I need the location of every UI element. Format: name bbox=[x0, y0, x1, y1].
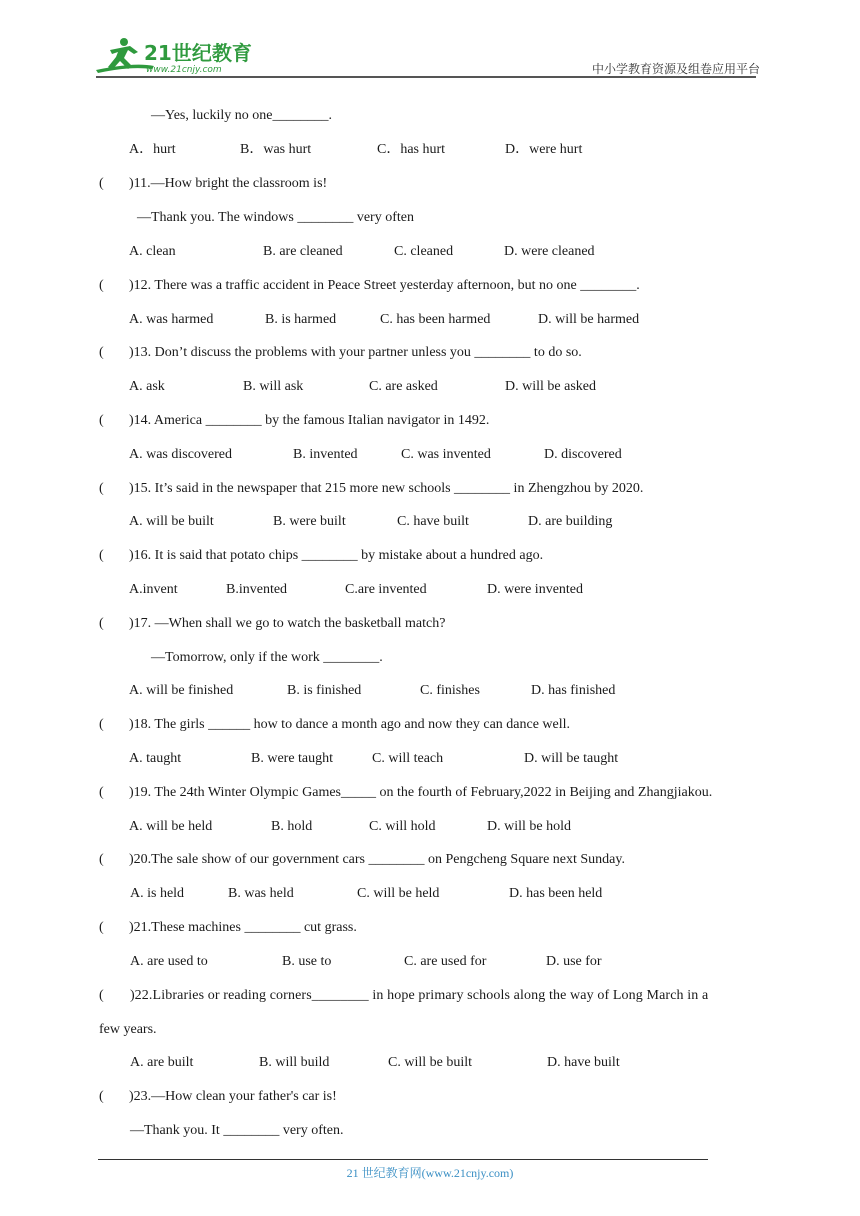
option-d: D. discovered bbox=[544, 447, 622, 462]
option-d: D. will be harmed bbox=[538, 312, 640, 327]
question-11-stem-line: —Thank you. The windows ________ very often bbox=[137, 210, 414, 225]
option-a: A.invent bbox=[129, 582, 178, 597]
question-16: ( )16. It is said that potato chips ________ by mistake about a hundred ago. bbox=[99, 548, 544, 563]
option-b: B. hold bbox=[271, 819, 313, 834]
question-23-stem-line: —Thank you. It ________ very often. bbox=[130, 1123, 344, 1138]
question-21: ( )21.These machines ________ cut grass. bbox=[99, 920, 357, 935]
option-a: A. is held bbox=[130, 886, 185, 901]
header-platform-text: 中小学教育资源及组卷应用平台 bbox=[591, 62, 760, 76]
question-10-stem-line: —Yes, luckily no one________. bbox=[151, 108, 332, 123]
answer-blank[interactable]: ( bbox=[99, 616, 104, 631]
question-19: ( )19. The 24th Winter Olympic Games_____ on the fourth of February,2022 in Beijing and Zhangjiakou. bbox=[99, 785, 713, 800]
question-19-stem: 19. The 24th Winter Olympic Games_____ on the fourth of February,2022 in Beijing and Zhangjiakou. bbox=[133, 785, 713, 800]
option-b: B. were built bbox=[273, 514, 346, 529]
option-a: A．hurt bbox=[129, 142, 176, 157]
option-b: B. were taught bbox=[251, 751, 334, 766]
option-a: A. will be finished bbox=[129, 683, 234, 698]
logo-url: www.21cnjy.com bbox=[146, 65, 222, 75]
question-22-stem-line: few years. bbox=[99, 1022, 157, 1037]
answer-blank[interactable]: ( bbox=[99, 413, 104, 428]
option-c: C. was invented bbox=[401, 447, 491, 462]
option-a: A. was harmed bbox=[129, 312, 214, 327]
answer-blank[interactable]: ( bbox=[99, 717, 104, 732]
answer-blank[interactable]: ( bbox=[99, 176, 104, 191]
option-c: C. has been harmed bbox=[380, 312, 491, 327]
option-b: B. are cleaned bbox=[263, 244, 343, 259]
answer-blank[interactable]: ( bbox=[99, 481, 104, 496]
question-12: ( )12. There was a traffic accident in Peace Street yesterday afternoon, but no one ________. bbox=[99, 278, 640, 293]
option-a: A. will be held bbox=[129, 819, 213, 834]
option-b: B. was held bbox=[228, 886, 294, 901]
option-c: C．has hurt bbox=[377, 142, 446, 157]
question-18: ( )18. The girls ______ how to dance a month ago and now they can dance well. bbox=[99, 717, 571, 732]
question-12-stem: 12. There was a traffic accident in Peace Street yesterday afternoon, but no one ________. bbox=[133, 278, 640, 293]
question-11: ( )11.—How bright the classroom is! bbox=[99, 176, 328, 191]
question-14-stem: 14. America ________ by the famous Italian navigator in 1492. bbox=[133, 413, 490, 428]
option-c: C. will be built bbox=[388, 1055, 472, 1070]
question-21-stem: 21.These machines ________ cut grass. bbox=[133, 920, 357, 935]
option-d: D. will be hold bbox=[487, 819, 571, 834]
question-15-stem: 15. It’s said in the newspaper that 215 more new schools ________ in Zhengzhou by 2020. bbox=[133, 481, 644, 496]
question-13-stem: 13. Don’t discuss the problems with your partner unless you ________ to do so. bbox=[133, 345, 582, 360]
option-c: C. finishes bbox=[420, 683, 480, 698]
option-b: B. is finished bbox=[287, 683, 362, 698]
question-13: ( )13. Don’t discuss the problems with your partner unless you ________ to do so. bbox=[99, 345, 582, 360]
option-b: B．was hurt bbox=[240, 142, 312, 157]
question-15: ( )15. It’s said in the newspaper that 215 more new schools ________ in Zhengzhou by 2020. bbox=[99, 481, 644, 496]
question-23: ( )23.—How clean your father's car is! bbox=[99, 1089, 337, 1104]
option-c: C.are invented bbox=[345, 582, 427, 597]
logo-text: 21世纪教育 bbox=[144, 41, 252, 65]
page-header bbox=[0, 0, 860, 80]
option-a: A. are used to bbox=[130, 954, 208, 969]
option-a: A. will be built bbox=[129, 514, 214, 529]
page-footer: 21 世纪教育网(www.21cnjy.com) bbox=[346, 1166, 514, 1180]
option-b: B. use to bbox=[282, 954, 332, 969]
question-20: ( )20.The sale show of our government cars ________ on Pengcheng Square next Sunday. bbox=[99, 852, 625, 867]
question-22-stem: 22.Libraries or reading corners________ in hope primary schools along the way of Long March in a bbox=[134, 988, 709, 1003]
option-d: D. has finished bbox=[531, 683, 616, 698]
option-c: C. are asked bbox=[369, 379, 438, 394]
site-logo bbox=[94, 36, 264, 78]
option-d: D. have built bbox=[547, 1055, 620, 1070]
answer-blank[interactable]: ( bbox=[99, 920, 104, 935]
question-17: ( )17. —When shall we go to watch the basketball match? bbox=[99, 616, 446, 631]
answer-blank[interactable]: ( bbox=[99, 1089, 104, 1104]
question-20-stem: 20.The sale show of our government cars ________ on Pengcheng Square next Sunday. bbox=[133, 852, 625, 867]
option-d: D. use for bbox=[546, 954, 602, 969]
question-22: ( )22.Libraries or reading corners________ in hope primary schools along the way of Long March in a bbox=[99, 988, 709, 1003]
footer-divider bbox=[98, 1159, 708, 1160]
answer-blank[interactable]: ( bbox=[99, 345, 104, 360]
option-b: B. is harmed bbox=[265, 312, 337, 327]
option-c: C. will hold bbox=[369, 819, 436, 834]
option-d: D. has been held bbox=[509, 886, 603, 901]
answer-blank[interactable]: ( bbox=[99, 785, 104, 800]
option-b: B.invented bbox=[226, 582, 288, 597]
option-a: A. clean bbox=[129, 244, 176, 259]
option-d: D．were hurt bbox=[505, 142, 583, 157]
answer-blank[interactable]: ( bbox=[99, 852, 104, 867]
option-c: C. will teach bbox=[372, 751, 444, 766]
question-18-stem: 18. The girls ______ how to dance a month ago and now they can dance well. bbox=[133, 717, 571, 732]
option-a: A. was discovered bbox=[129, 447, 233, 462]
question-23-stem: 23.—How clean your father's car is! bbox=[133, 1089, 337, 1104]
question-16-stem: 16. It is said that potato chips ________ by mistake about a hundred ago. bbox=[133, 548, 544, 563]
option-c: C. are used for bbox=[404, 954, 487, 969]
option-b: B. invented bbox=[293, 447, 358, 462]
answer-blank[interactable]: ( bbox=[99, 548, 104, 563]
option-b: B. will build bbox=[259, 1055, 330, 1070]
header-divider bbox=[96, 76, 756, 78]
option-c: C. have built bbox=[397, 514, 469, 529]
option-d: D. will be asked bbox=[505, 379, 596, 394]
option-c: C. will be held bbox=[357, 886, 440, 901]
option-a: A. ask bbox=[129, 379, 165, 394]
answer-blank[interactable]: ( bbox=[99, 278, 104, 293]
option-d: D. will be taught bbox=[524, 751, 619, 766]
option-d: D. are building bbox=[528, 514, 613, 529]
question-17-stem-line: —Tomorrow, only if the work ________. bbox=[151, 650, 383, 665]
question-17-stem: 17. —When shall we go to watch the basketball match? bbox=[133, 616, 446, 631]
option-b: B. will ask bbox=[243, 379, 304, 394]
option-c: C. cleaned bbox=[394, 244, 454, 259]
option-a: A. taught bbox=[129, 751, 182, 766]
question-14: ( )14. America ________ by the famous Italian navigator in 1492. bbox=[99, 413, 490, 428]
option-a: A. are built bbox=[130, 1055, 194, 1070]
option-d: D. were cleaned bbox=[504, 244, 595, 259]
question-11-stem: 11.—How bright the classroom is! bbox=[133, 176, 328, 191]
option-d: D. were invented bbox=[487, 582, 584, 597]
answer-blank[interactable]: ( bbox=[99, 988, 104, 1003]
